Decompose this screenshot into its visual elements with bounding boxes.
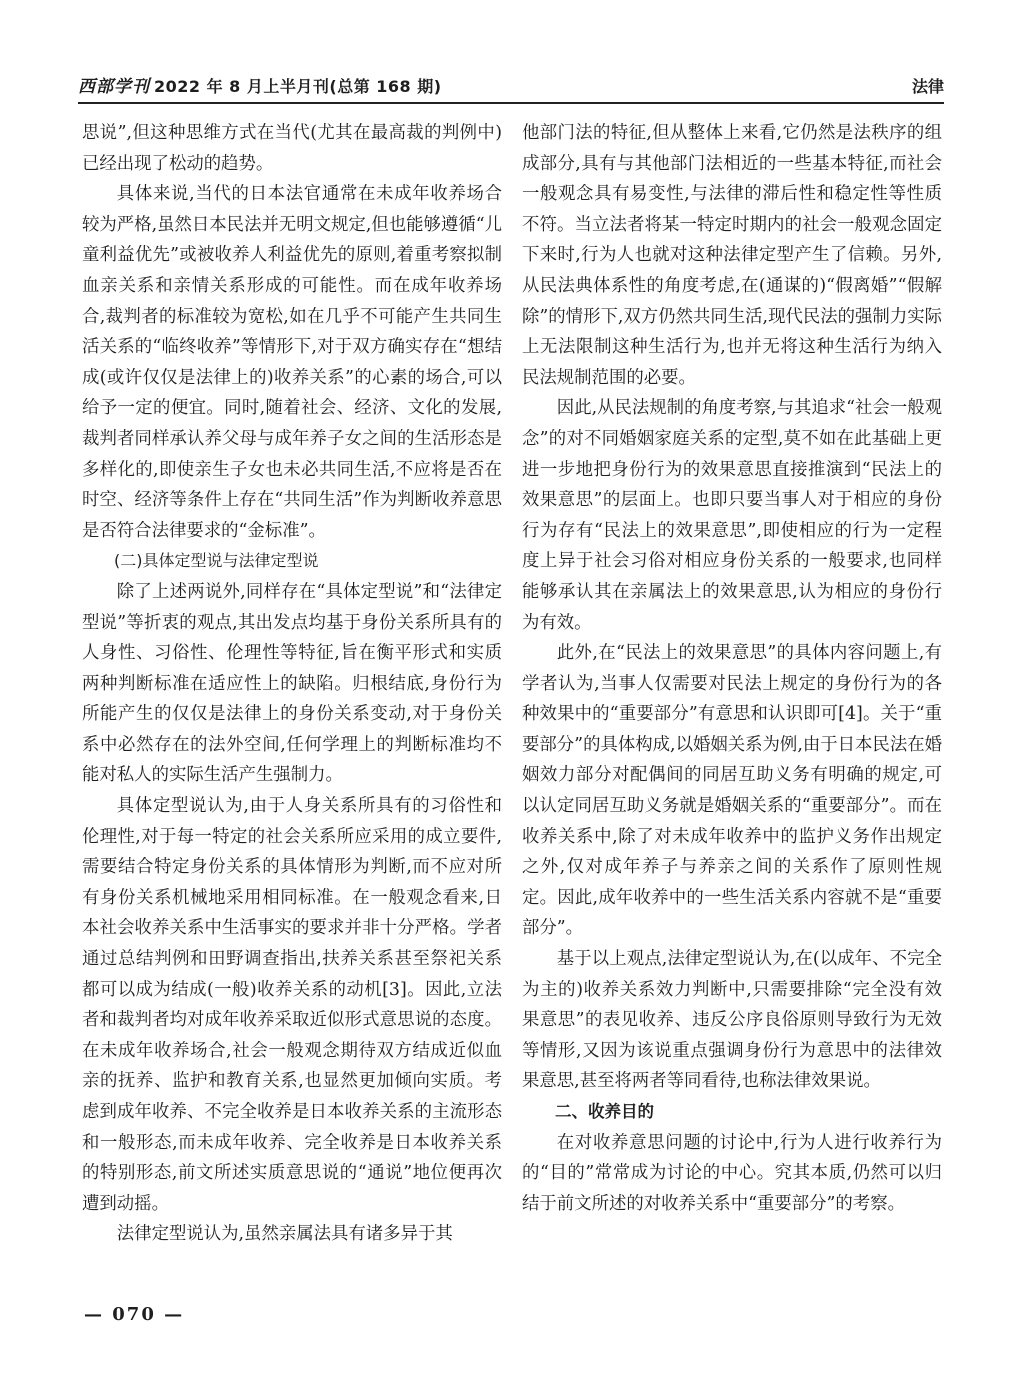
body-paragraph: 在对收养意思问题的讨论中,行为人进行收养行为的“目的”常常成为讨论的中心。究其本质,仍然可以归结于前文所述的对收养关系中“重要部分”的考察。 <box>522 1132 942 1214</box>
left-column <box>82 118 502 1250</box>
page-number: — 070 — <box>84 1304 185 1325</box>
body-paragraph: 法律定型说认为,虽然亲属法具有诸多异于其 <box>116 1224 453 1245</box>
body-paragraph: 除了上述两说外,同样存在“具体定型说”和“法律定型说”等折衷的观点,其出发点均基于身份关系所具有的人身性、习俗性、伦理性等特征,旨在衡平形式和实质两种判断标准在适应性上的缺陷。归根结底,身份行为所能产生的仅仅是法律上的身份关系变动,对于身份关系中必然存在的法外空间,任何学理上的判断标准均不能对私人的实际生活产生强制力。 <box>82 581 502 786</box>
body-paragraph: 思说”,但这种思维方式在当代(尤其在最高裁的判例中)已经出现了松动的趋势。 <box>82 123 502 174</box>
subsection-heading: (二)具体定型说与法律定型说 <box>114 551 319 571</box>
issue-info: 2022 年 8 月上半月刊(总第 168 期) <box>154 77 442 96</box>
section-label: 法律 <box>911 77 944 96</box>
body-paragraph: 他部门法的特征,但从整体上来看,它仍然是法秩序的组成部分,具有与其他部门法相近的一些基本特征,而社会一般观念具有易变性,与法律的滞后性和稳定性等性质不符。当立法者将某一特定时期内的社会一般观念固定下来时,行为人也就对这种法律定型产生了信赖。另外,从民法典体系性的角度考虑,在(通谋的)“假离婚”“假解除”的情形下,双方仍然共同生活,现代民法的强制力实际上无法限制这种生活行为,也并无将这种生活行为纳入民法规制范围的必要。 <box>522 123 942 388</box>
body-paragraph: 因此,从民法规制的角度考察,与其追求“社会一般观念”的对不同婚姻家庭关系的定型,莫不如在此基础上更进一步地把身份行为的效果意思直接推演到“民法上的效果意思”的层面上。也即只要当事人对于相应的身份行为存有“民法上的效果意思”,即使相应的行为一定程度上异于社会习俗对相应身份关系的一般要求,也同样能够承认其在亲属法上的效果意思,认为相应的身份行为有效。 <box>522 398 942 633</box>
body-paragraph: 具体定型说认为,由于人身关系所具有的习俗性和伦理性,对于每一特定的社会关系所应采用的成立要件,需要结合特定身份关系的具体情形为判断,而不应对所有身份关系机械地采用相同标准。在一般观念看来,日本社会收养关系中生活事实的要求并非十分严格。学者通过总结判例和田野调查指出,扶养关系甚至祭祀关系都可以成为结成(一般)收养关系的动机[3]。因此,立法者和裁判者均对成年收养采取近似形式意思说的态度。在未成年收养场合,社会一般观念期待双方结成近似血亲的抚养、监护和教育关系,也显然更加倾向实质。考虑到成年收养、不完全收养是日本收养关系的主流形态和一般形态,而未成年收养、完全收养是日本收养关系的特别形态,前文所述实质意思说的“通说”地位便再次遭到动摇。 <box>82 796 502 1214</box>
body-paragraph: 此外,在“民法上的效果意思”的具体内容问题上,有学者认为,当事人仅需要对民法上规定的身份行为的各种效果中的“重要部分”有意思和认识即可[4]。关于“重要部分”的具体构成,以婚姻关系为例,由于日本民法在婚姻效力部分对配偶间的同居互助义务有明确的规定,可以认定同居互助义务就是婚姻关系的“重要部分”。而在收养关系中,除了对未成年收养中的监护义务作出规定之外,仅对成年养子与养亲之间的关系作了原则性规定。因此,成年收养中的一些生活关系内容就不是“重要部分”。 <box>522 643 942 939</box>
header-left <box>78 72 442 102</box>
section-heading: 二、收养目的 <box>555 1102 654 1121</box>
body-paragraph: 具体来说,当代的日本法官通常在未成年收养场合较为严格,虽然日本民法并无明文规定,但也能够遵循“儿童利益优先”或被收养人利益优先的原则,着重考察拟制血亲关系和亲情关系形成的可能性。而在成年收养场合,裁判者的标准较为宽松,如在几乎不可能产生共同生活关系的“临终收养”等情形下,对于双方确实存在“想结成(或许仅仅是法律上的)收养关系”的心素的场合,可以给予一定的便宜。同时,随着社会、经济、文化的发展,裁判者同样承认养父母与成年养子女之间的生活形态是多样化的,即使亲生子女也未必共同生活,不应将是否在时空、经济等条件上存在“共同生活”作为判断收养意思是否符合法律要求的“金标准”。 <box>82 184 502 541</box>
journal-logo: 西部学刊 <box>78 77 150 97</box>
running-header <box>78 68 944 104</box>
right-column <box>522 118 942 1219</box>
body-paragraph: 基于以上观点,法律定型说认为,在(以成年、不完全为主的)收养关系效力判断中,只需要排除“完全没有效果意思”的表见收养、违反公序良俗原则导致行为无效等情形,又因为该说重点强调身份行为意思中的法律效果意思,甚至将两者等同看待,也称法律效果说。 <box>522 949 942 1092</box>
